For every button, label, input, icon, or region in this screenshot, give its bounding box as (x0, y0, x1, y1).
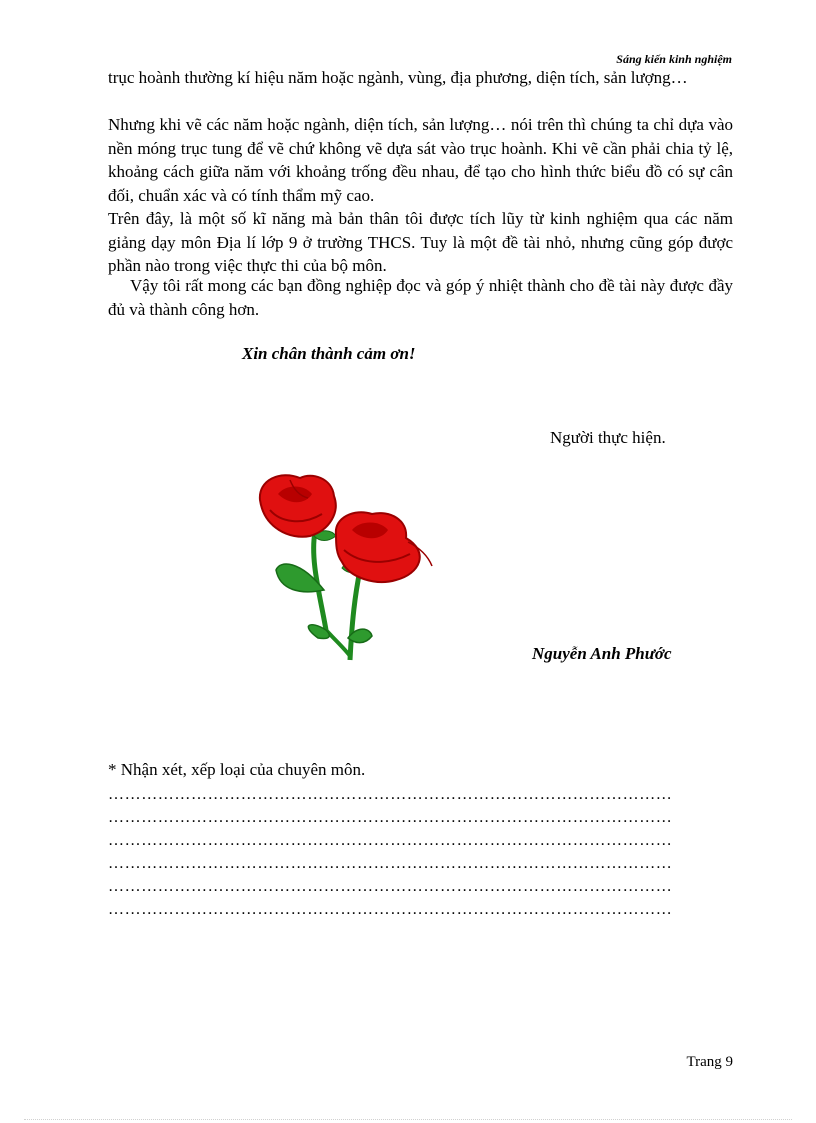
review-dotted-line: ………………………………………………………………………………………… (108, 809, 673, 826)
review-title: * Nhận xét, xếp loại của chuyên môn. (108, 760, 366, 779)
page-bottom-rule (24, 1119, 792, 1120)
page-number: Trang 9 (686, 1054, 733, 1070)
performer-label: Người thực hiện. (550, 428, 666, 447)
review-dotted-line: ………………………………………………………………………………………… (108, 878, 673, 895)
review-dotted-line: ………………………………………………………………………………………… (108, 901, 673, 918)
paragraph-3: Trên đây, là một số kĩ năng mà bản thân tôi được tích lũy từ kinh nghiệm qua các năm giảng dạy môn Địa lí lớp 9 ở trường THCS. Tuy là một đề tài nhỏ, nhưng cũng góp được phần nào trong việc thực thi của bộ môn. (108, 209, 733, 275)
review-dotted-line: ………………………………………………………………………………………… (108, 832, 673, 849)
signer-name: Nguyễn Anh Phước (532, 644, 672, 663)
document-header-title: Sáng kiến kinh nghiệm (616, 52, 732, 66)
paragraph-2: Nhưng khi vẽ các năm hoặc ngành, diện tích, sản lượng… nói trên thì chúng ta chỉ dựa vào nền móng trục tung để vẽ chứ không vẽ dựa sát vào trục hoành. Khi vẽ cần phải chia tỷ lệ, khoảng cách giữa năm với khoảng trống đều nhau, để tạo cho hình thức biểu đồ có sự cân đối, chuẩn xác và có tính thẩm mỹ cao. (108, 115, 733, 205)
review-dotted-line: ………………………………………………………………………………………… (108, 855, 673, 872)
paragraph-1: trục hoành thường kí hiệu năm hoặc ngành, vùng, địa phương, diện tích, sản lượng… (108, 68, 688, 87)
roses-illustration (240, 470, 440, 665)
thanks-line: Xin chân thành cảm ơn! (242, 344, 416, 363)
paragraph-4: Vậy tôi rất mong các bạn đồng nghiệp đọc và góp ý nhiệt thành cho đề tài này được đầy đủ và thành công hơn. (108, 276, 733, 319)
review-dotted-line: ………………………………………………………………………………………… (108, 786, 673, 803)
